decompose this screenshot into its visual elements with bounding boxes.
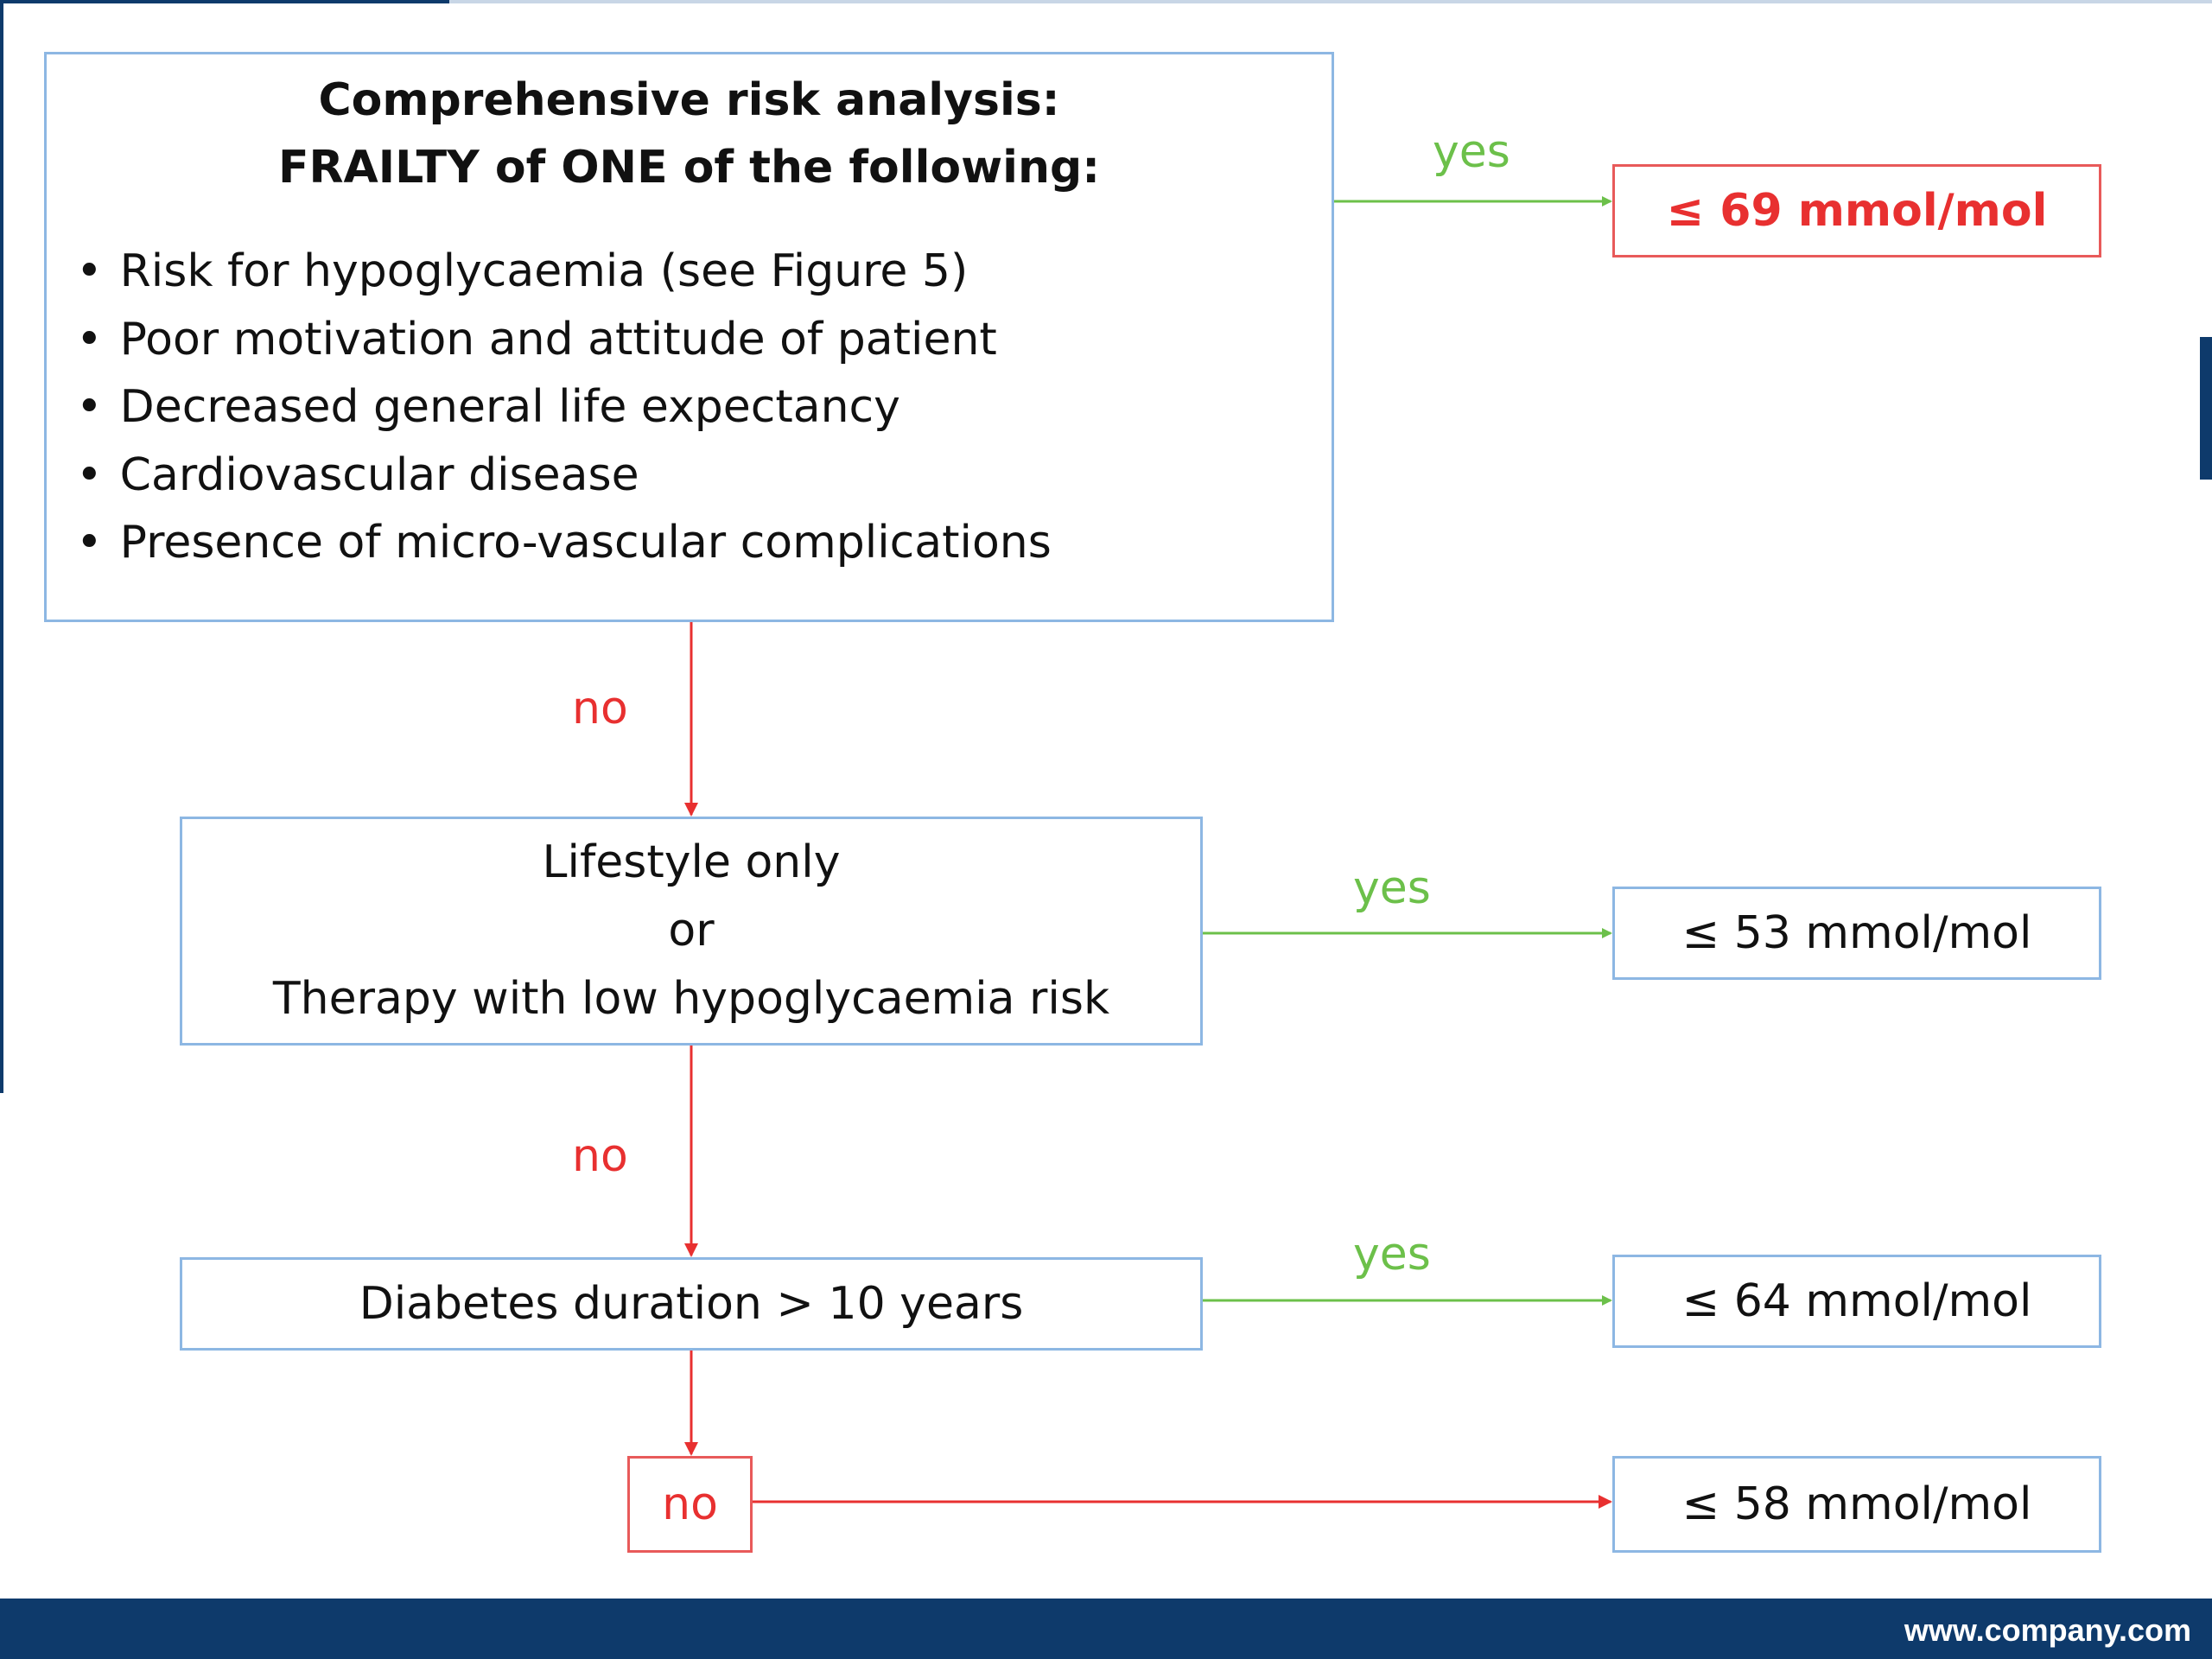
criteria-item: • Presence of micro-vascular complications — [76, 509, 1332, 577]
risk-analysis-title — [47, 67, 1332, 201]
final-no-box — [627, 1456, 753, 1553]
risk-analysis-title-line2: FRAILTY of ONE of the following: — [277, 142, 1101, 194]
risk-analysis-title-line1: Comprehensive risk analysis: — [318, 74, 1060, 126]
target-value: ≤ 58 mmol/mol — [1681, 1478, 2032, 1530]
target-value: ≤ 69 mmol/mol — [1666, 185, 2048, 237]
target-box-lifestyle — [1612, 887, 2101, 980]
yes-label: yes — [1433, 126, 1510, 178]
criteria-item: • Risk for hypoglycaemia (see Figure 5) — [76, 238, 1332, 306]
no-label: no — [572, 1130, 628, 1182]
therapy-line3: Therapy with low hypoglycaemia risk — [272, 973, 1110, 1025]
criteria-item: • Decreased general life expectancy — [76, 373, 1332, 442]
yes-label: yes — [1353, 1229, 1431, 1281]
final-no-text: no — [662, 1478, 718, 1530]
target-value: ≤ 64 mmol/mol — [1681, 1275, 2032, 1327]
therapy-line2: or — [668, 905, 715, 957]
footer-bar — [0, 1599, 2212, 1659]
frailty-criteria-list — [76, 238, 1332, 577]
duration-text: Diabetes duration > 10 years — [359, 1278, 1024, 1330]
target-box-default — [1612, 1456, 2101, 1553]
target-box-frailty — [1612, 164, 2101, 257]
yes-label: yes — [1353, 862, 1431, 914]
target-box-duration — [1612, 1255, 2101, 1348]
footer-url: www.company.com — [1904, 1612, 2191, 1648]
criteria-item: • Poor motivation and attitude of patient — [76, 306, 1332, 374]
risk-analysis-box — [44, 52, 1334, 622]
target-value: ≤ 53 mmol/mol — [1681, 907, 2032, 959]
therapy-box — [180, 817, 1203, 1046]
criteria-item: • Cardiovascular disease — [76, 442, 1332, 510]
no-label: no — [572, 683, 628, 734]
duration-box — [180, 1257, 1203, 1351]
therapy-line1: Lifestyle only — [542, 836, 841, 888]
